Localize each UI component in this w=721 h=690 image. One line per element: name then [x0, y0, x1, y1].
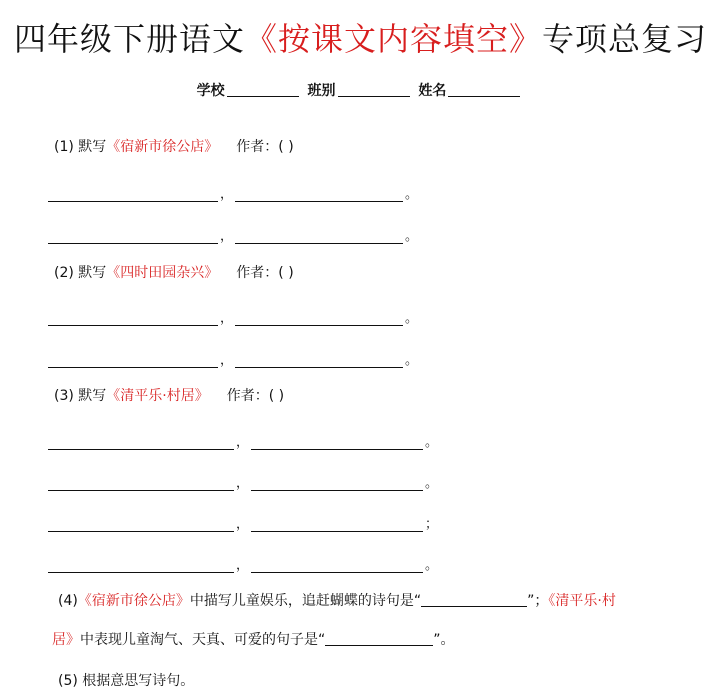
answer-blank[interactable] [235, 243, 403, 244]
answer-blank[interactable] [325, 645, 433, 646]
answer-line-pair [48, 349, 420, 368]
answer-blank[interactable] [251, 572, 423, 573]
answer-line-pair [48, 431, 440, 450]
comma: ， [236, 476, 250, 491]
comma: ， [220, 187, 234, 202]
question-text: 中表现儿童淘气、天真、可爱的句子是“ [80, 632, 326, 648]
comma: ， [236, 435, 250, 450]
answer-line-pair [48, 307, 420, 326]
answer-blank[interactable] [251, 490, 423, 491]
question-number: (1) 默写 [54, 139, 107, 155]
question-number: (2) 默写 [54, 265, 107, 281]
answer-line-pair [48, 554, 440, 573]
class-blank[interactable] [338, 96, 410, 97]
poem-title-continued: 居》 [52, 632, 80, 648]
question-text: 中描写儿童娱乐，追赶蝴蝶的诗句是“ [189, 593, 422, 609]
answer-blank[interactable] [235, 325, 403, 326]
class-label: 班别 [307, 83, 336, 99]
name-label: 姓名 [418, 83, 447, 99]
poem-title: 《清平乐·村居》 [106, 388, 209, 404]
answer-blank[interactable] [251, 531, 423, 532]
answer-line-pair [48, 513, 440, 532]
period: 。 [425, 476, 439, 491]
question-1 [54, 136, 294, 156]
title-prefix: 四年级下册语文 [13, 20, 245, 58]
name-blank[interactable] [448, 96, 520, 97]
title-suffix: 专项总复习 [542, 20, 708, 58]
period: 。 [405, 311, 419, 326]
quote-close: ”； [527, 593, 549, 609]
answer-blank[interactable] [235, 201, 403, 202]
question-text: (5) 根据意思写诗句。 [58, 673, 195, 689]
answer-blank[interactable] [421, 606, 527, 607]
period: 。 [405, 353, 419, 368]
question-4-line-2 [52, 629, 455, 649]
comma: ， [220, 229, 234, 244]
comma: ， [220, 311, 234, 326]
question-2 [54, 262, 294, 282]
answer-line-pair [48, 472, 440, 491]
period: 。 [425, 435, 439, 450]
answer-blank[interactable] [235, 367, 403, 368]
semicolon: ； [425, 517, 439, 532]
question-number: (4) [58, 593, 78, 609]
title-highlight: 《按课文内容填空》 [244, 20, 542, 58]
answer-line-pair [48, 225, 420, 244]
period: 。 [405, 187, 419, 202]
question-number: (3) 默写 [54, 388, 107, 404]
answer-blank[interactable] [48, 572, 234, 573]
quote-close: ”。 [433, 632, 455, 648]
answer-blank[interactable] [48, 367, 218, 368]
poem-title: 《宿新市徐公店》 [77, 593, 190, 609]
comma: ， [220, 353, 234, 368]
answer-blank[interactable] [48, 243, 218, 244]
comma: ， [236, 558, 250, 573]
answer-blank[interactable] [48, 449, 234, 450]
poem-title: 《清平乐·村 [548, 593, 616, 609]
page-title [0, 14, 721, 60]
answer-line-pair [48, 183, 420, 202]
answer-blank[interactable] [48, 531, 234, 532]
question-3 [54, 385, 284, 405]
school-blank[interactable] [227, 96, 299, 97]
answer-blank[interactable] [251, 449, 423, 450]
question-4-line-1 [58, 590, 616, 610]
poem-title: 《四时田园杂兴》 [106, 265, 219, 281]
answer-blank[interactable] [48, 490, 234, 491]
question-5 [58, 670, 194, 690]
answer-blank[interactable] [48, 201, 218, 202]
author-prompt: 作者：( ) [236, 139, 294, 155]
answer-blank[interactable] [48, 325, 218, 326]
period: 。 [405, 229, 419, 244]
comma: ， [236, 517, 250, 532]
school-label: 学校 [196, 83, 225, 99]
period: 。 [425, 558, 439, 573]
student-info [0, 80, 721, 100]
poem-title: 《宿新市徐公店》 [106, 139, 219, 155]
author-prompt: 作者：( ) [226, 388, 285, 404]
author-prompt: 作者：( ) [236, 265, 294, 281]
